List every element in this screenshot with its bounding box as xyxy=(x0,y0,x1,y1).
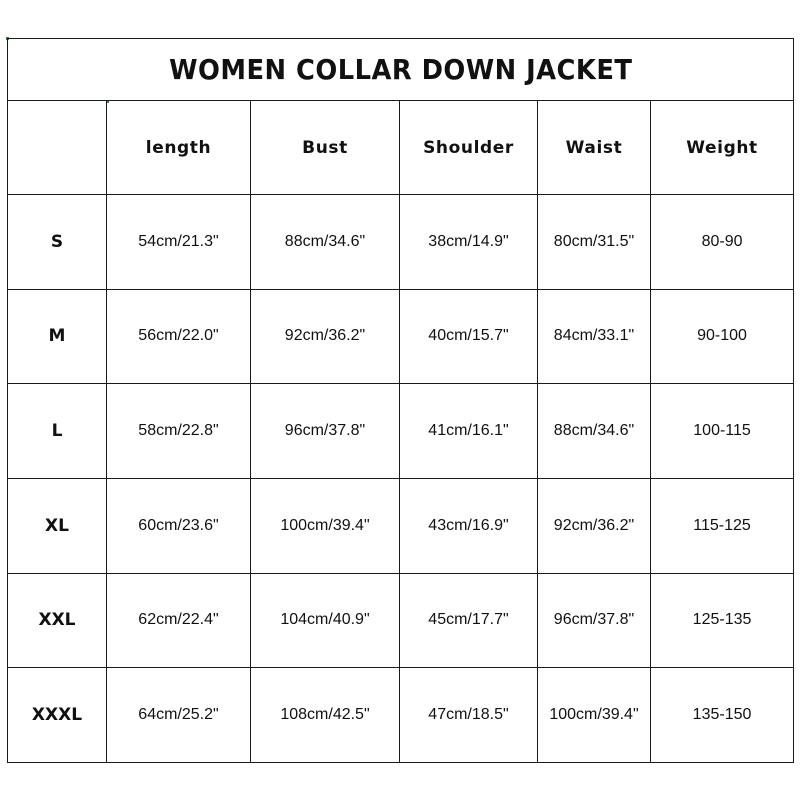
bust-cell: 100cm/39.4" xyxy=(251,478,400,573)
size-label-cell: XL xyxy=(8,478,107,573)
waist-cell: 88cm/34.6" xyxy=(538,384,651,479)
length-cell: 54cm/21.3" xyxy=(107,195,251,290)
shoulder-cell: 40cm/15.7" xyxy=(400,289,538,384)
header-corner-cell xyxy=(8,101,107,195)
bust-cell: 96cm/37.8" xyxy=(251,384,400,479)
table-title: WOMEN COLLAR DOWN JACKET xyxy=(168,53,633,86)
size-label-cell: S xyxy=(8,195,107,290)
shoulder-cell: 45cm/17.7" xyxy=(400,573,538,668)
size-label-cell: XXL xyxy=(8,573,107,668)
size-label-cell: M xyxy=(8,289,107,384)
weight-cell: 100-115 xyxy=(651,384,794,479)
weight-cell: 125-135 xyxy=(651,573,794,668)
table-title-cell xyxy=(8,39,794,101)
length-cell: 64cm/25.2" xyxy=(107,668,251,763)
waist-cell: 84cm/33.1" xyxy=(538,289,651,384)
table-row xyxy=(8,289,794,384)
bust-cell: 104cm/40.9" xyxy=(251,573,400,668)
length-cell: 56cm/22.0" xyxy=(107,289,251,384)
shoulder-cell: 43cm/16.9" xyxy=(400,478,538,573)
shoulder-cell: 41cm/16.1" xyxy=(400,384,538,479)
weight-cell: 115-125 xyxy=(651,478,794,573)
size-label-cell: L xyxy=(8,384,107,479)
column-header-waist: Waist xyxy=(538,101,651,195)
weight-cell: 90-100 xyxy=(651,289,794,384)
size-chart-table xyxy=(7,38,794,763)
shoulder-cell: 47cm/18.5" xyxy=(400,668,538,763)
table-row xyxy=(8,478,794,573)
shoulder-cell: 38cm/14.9" xyxy=(400,195,538,290)
table-row xyxy=(8,668,794,763)
column-header-weight: Weight xyxy=(651,101,794,195)
column-header-shoulder: Shoulder xyxy=(400,101,538,195)
waist-cell: 92cm/36.2" xyxy=(538,478,651,573)
waist-cell: 96cm/37.8" xyxy=(538,573,651,668)
size-label-cell: XXXL xyxy=(8,668,107,763)
table-row xyxy=(8,573,794,668)
length-cell: 62cm/22.4" xyxy=(107,573,251,668)
column-header-length: length xyxy=(107,101,251,195)
title-row xyxy=(8,39,794,101)
bust-cell: 108cm/42.5" xyxy=(251,668,400,763)
table-row xyxy=(8,195,794,290)
length-cell: 60cm/23.6" xyxy=(107,478,251,573)
header-row xyxy=(8,101,794,195)
waist-cell: 80cm/31.5" xyxy=(538,195,651,290)
length-cell: 58cm/22.8" xyxy=(107,384,251,479)
weight-cell: 80-90 xyxy=(651,195,794,290)
bust-cell: 92cm/36.2" xyxy=(251,289,400,384)
waist-cell: 100cm/39.4" xyxy=(538,668,651,763)
table-row xyxy=(8,384,794,479)
bust-cell: 88cm/34.6" xyxy=(251,195,400,290)
column-header-bust: Bust xyxy=(251,101,400,195)
weight-cell: 135-150 xyxy=(651,668,794,763)
